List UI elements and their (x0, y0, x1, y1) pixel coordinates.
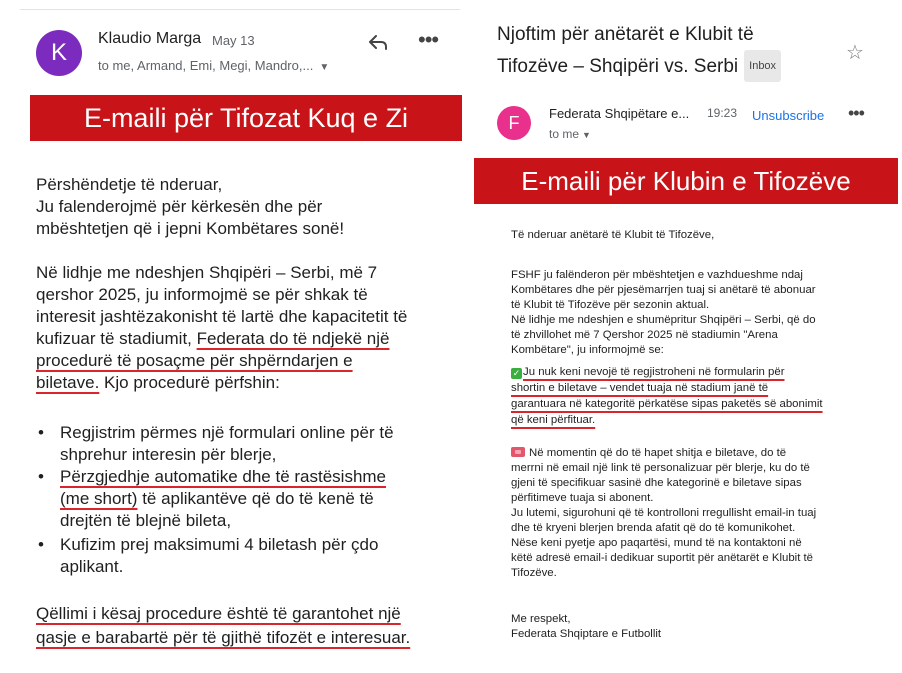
recipients-text: to me (549, 127, 580, 141)
highlighted-text: garantuara në kategoritë përkatëse sipas paketës së abonimit (511, 398, 823, 410)
bullet-item (38, 422, 450, 466)
signature-line: Federata Shqiptare e Futbollit (511, 628, 662, 640)
email-subject (497, 20, 847, 82)
closing-paragraph (36, 602, 456, 650)
bullet-line: Regjistrim përmes një formulari online për të (60, 423, 394, 442)
bullet-item (38, 466, 450, 532)
more-options-icon[interactable]: ••• (848, 103, 864, 123)
bullet-line: drejtën të blejnë bileta, (60, 511, 232, 530)
email-time: 19:23 (707, 106, 738, 120)
bullet-dot-icon: • (38, 535, 44, 554)
highlight-block (511, 364, 871, 428)
bullet-line: Kufizim prej maksimumi 4 biletash për çdo (60, 535, 379, 554)
greeting-block (36, 174, 456, 240)
subject-line (497, 50, 847, 82)
closing-line (36, 602, 456, 626)
paragraph-line: Në lidhje me ndeshjen Shqipëri – Serbi, më 7 (36, 263, 378, 282)
highlight-line (511, 396, 871, 412)
paragraph-line: Tifozëve. (511, 567, 557, 579)
bullet-line: aplikant. (60, 557, 124, 576)
paragraph-line: FSHF ju falënderon për mbështetjen e vazhdueshme ndaj (511, 269, 803, 281)
recipients-line[interactable] (98, 58, 329, 73)
paragraph-line: të zhvillohet më 7 Qershor 2025 në stadiumin "Arena (511, 329, 778, 341)
paragraph-text: kufizuar të stadiumit, (36, 329, 197, 348)
bullet-item (38, 534, 450, 578)
greeting-line: Ju falenderojmë për kërkesën dhe për (36, 197, 323, 216)
highlighted-text: Qëllimi i kësaj procedure është të garantohet një (36, 604, 401, 623)
paragraph-details (511, 446, 871, 581)
recipients-line[interactable] (549, 127, 591, 141)
bullet-dot-icon: • (38, 467, 44, 486)
highlighted-text: Ju nuk keni nevojë të regjistroheni në formularin për (523, 366, 785, 378)
ticket-icon (511, 447, 525, 457)
signature-block (511, 612, 871, 642)
paragraph-line: Kombëtare", ju informojmë se: (511, 344, 664, 356)
highlighted-text: Përzgjedhje automatike dhe të rastësishme (60, 467, 387, 486)
highlighted-text: procedurë të posaçme për shpërndarjen e (36, 351, 353, 370)
paragraph-line: qershor 2025, ju informojmë se për shkak të (36, 285, 368, 304)
signoff-line: Me respekt, (511, 613, 571, 625)
paragraph-line: Kombëtares dhe për pjesëmarrjen tuaj si anëtarë të abonuar (511, 284, 816, 296)
top-divider (20, 9, 460, 10)
paragraph-procedure (36, 262, 456, 394)
paragraph-text: Kjo procedurë përfshin: (99, 373, 280, 392)
bullet-dot-icon: • (38, 423, 44, 442)
sender-name[interactable]: Federata Shqipëtare e... (549, 106, 690, 121)
highlight-line (511, 380, 871, 396)
paragraph-line: Nëse keni pyetje apo paqartësi, mund të na kontaktoni në (511, 537, 802, 549)
paragraph-line: përfitimeve tuaja si abonent. (511, 492, 654, 504)
highlighted-text: shortin e biletave – vendet tuaja në stadium janë të (511, 382, 769, 394)
email-date: May 13 (212, 33, 255, 48)
paragraph-line: të Klubit të Tifozëve për sezonin aktual. (511, 299, 710, 311)
greeting-line: Përshëndetje të nderuar, (36, 175, 223, 194)
paragraph-line (36, 328, 456, 350)
inbox-label-chip[interactable]: Inbox (744, 50, 781, 82)
paragraph-line: këtë adresë email-i dedikuar suportit për anëtarët e Klubit të (511, 552, 814, 564)
paragraph-line (36, 372, 456, 394)
paragraph-line (36, 350, 456, 372)
highlighted-text: Federata do të ndjekë një (196, 329, 390, 348)
highlighted-text: biletave. (36, 373, 100, 392)
paragraph-intro (511, 268, 871, 358)
paragraph-line: gjeni të specifikuar sasinë dhe kategorinë e biletave sipas (511, 477, 802, 489)
sender-avatar[interactable]: K (36, 30, 82, 76)
title-banner: E-maili për Tifozat Kuq e Zi (30, 95, 462, 141)
closing-line (36, 626, 456, 650)
chevron-down-icon[interactable]: ▼ (582, 130, 591, 140)
bullet-text: të aplikantëve që do të kenë të (137, 489, 374, 508)
right-email-panel (470, 0, 902, 673)
title-banner: E-maili për Klubin e Tifozëve (474, 158, 898, 204)
reply-icon[interactable] (366, 30, 390, 54)
bullet-line (60, 466, 450, 488)
highlight-line (511, 412, 871, 428)
paragraph-text: Në momentin që do të hapet shitja e biletave, do të (529, 447, 787, 459)
subject-line: Njoftim për anëtarët e Klubit të (497, 24, 754, 45)
paragraph-line: Ju lutemi, sigurohuni që të kontrolloni rregullisht email-in tuaj (511, 507, 817, 519)
greeting-line: mbështetjen që i jepni Kombëtares sonë! (36, 219, 345, 238)
paragraph-line: merrni në email një link të personalizuar për blerje, ku do të (511, 462, 810, 474)
subject-text: Tifozëve – Shqipëri vs. Serbi (497, 56, 739, 77)
chevron-down-icon[interactable]: ▼ (319, 62, 330, 73)
sender-avatar[interactable]: F (497, 106, 531, 140)
paragraph-line (511, 446, 871, 461)
recipients-text: to me, Armand, Emi, Megi, Mandro,... (98, 58, 314, 73)
paragraph-line: Në lidhje me ndeshjen e shumëpritur Shqipëri – Serbi, që do (511, 314, 816, 326)
highlighted-text: (me short) (60, 489, 138, 508)
paragraph-line: interesit jashtëzakonisht të lartë dhe kapacitetit të (36, 307, 408, 326)
highlighted-text: qasje e barabartë për të gjithë tifozët e interesuar. (36, 628, 411, 647)
more-options-icon[interactable]: ••• (418, 27, 439, 52)
greeting-line: Të nderuar anëtarë të Klubit të Tifozëve, (511, 229, 715, 241)
paragraph-line: dhe të kryeni blerjen brenda afatit që do të komunikohet. (511, 522, 796, 534)
sender-name[interactable]: Klaudio Marga (98, 30, 202, 47)
highlighted-text: që keni përfituar. (511, 414, 596, 426)
highlight-line (511, 364, 871, 380)
star-icon[interactable]: ☆ (846, 42, 864, 64)
bullet-line (60, 488, 450, 510)
check-mark-icon: ✓ (512, 368, 521, 378)
bullet-line: shprehur interesin për blerje, (60, 445, 277, 464)
unsubscribe-link[interactable]: Unsubscribe (752, 108, 825, 123)
